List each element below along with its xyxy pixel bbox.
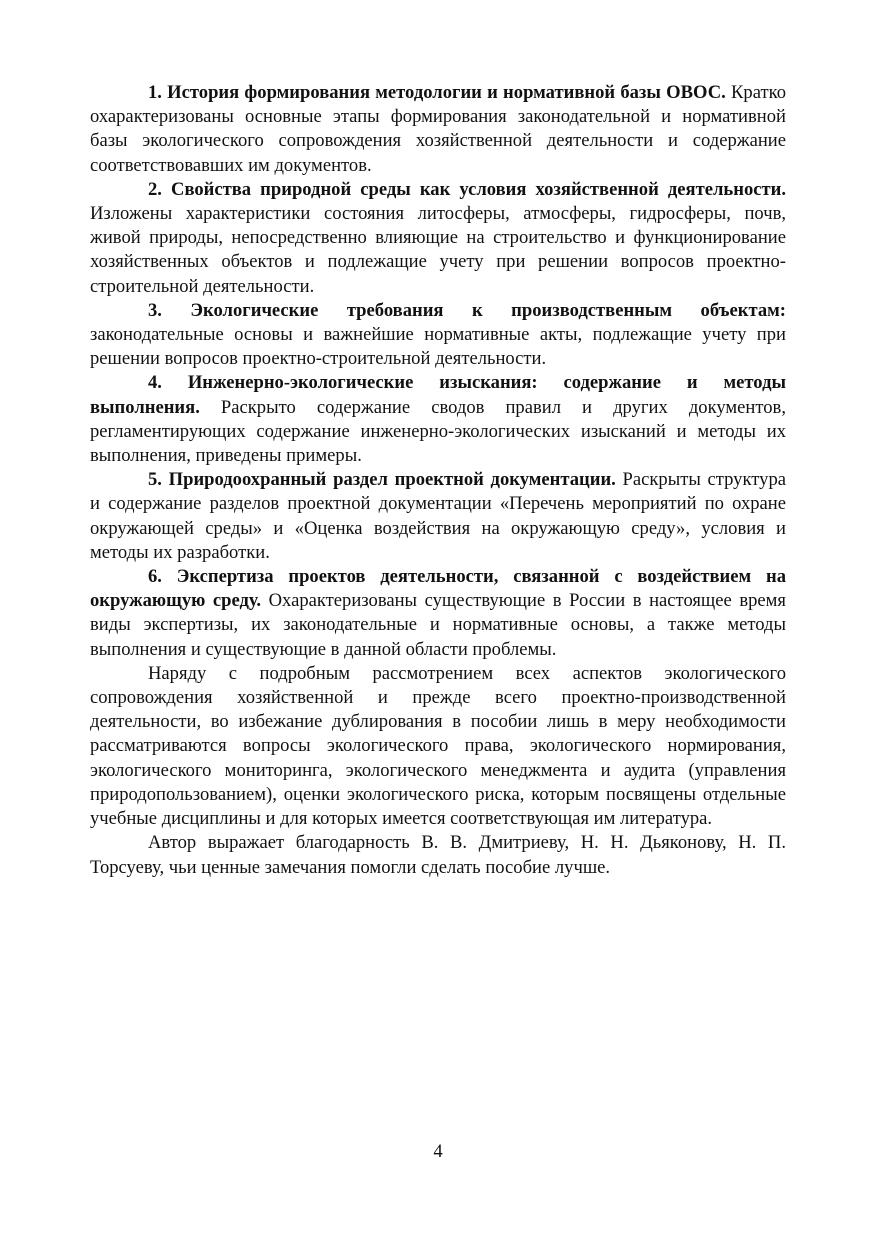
section-1-text: Кратко охарактеризованы основные этапы формирования законодательной и нормативной базы экологического сопровождения хозяйственной деятельности и содержание соответствовавших им документов. (90, 82, 786, 176)
section-5-paragraph (90, 468, 786, 565)
section-4-title: 4. Инженерно-экологические изыскания: содержание и методы выполнения. (90, 372, 786, 418)
section-2-text: Изложены характеристики состояния литосферы, атмосферы, гидросферы, почв, живой природы, непосредственно влияющие на строительство и функционирование хозяйственных объектов и подлежащие учету при решении вопросов проектно-строительной деятельности. (90, 203, 786, 297)
section-6-paragraph (90, 565, 786, 662)
section-2-title: 2. Свойства природной среды как условия хозяйственной деятельности. (148, 178, 786, 200)
section-5-title: 5. Природоохранный раздел проектной документации. (148, 469, 616, 491)
section-6-title: 6. Экспертиза проектов деятельности, связанной с воздействием на окружающую среду. (90, 566, 786, 612)
section-3-title: 3. Экологические требования к производственным объектам: (148, 299, 786, 321)
section-6-text: Охарактеризованы существующие в России в настоящее время виды экспертизы, их законодательные и нормативные основы, а также методы выполнения и существующие в данной области проблемы. (90, 590, 786, 660)
section-4-paragraph (90, 371, 786, 468)
section-3-text: законодательные основы и важнейшие нормативные акты, подлежащие учету при решении вопросов проектно-строительной деятельности. (90, 324, 786, 370)
closing-paragraph-acknowledgement: Автор выражает благодарность В. В. Дмитриеву, Н. Н. Дьяконову, Н. П. Торсуеву, чьи ценные замечания помогли сделать пособие лучше. (90, 832, 786, 878)
section-1-paragraph (90, 81, 786, 178)
page-number: 4 (433, 1141, 443, 1162)
section-3-paragraph (90, 299, 786, 372)
page-body (90, 81, 786, 880)
section-4-text: Раскрыто содержание сводов правил и других документов, регламентирующих содержание инженерно-экологических изысканий и методы их выполнения, приведены примеры. (90, 396, 786, 467)
section-5-text: Раскрыты структура и содержание разделов проектной документации «Перечень мероприятий по охране окружающей среды» и «Оценка воздействия на окружающую среду», условия и методы их разработки. (90, 469, 786, 563)
section-1-title: 1. История формирования методологии и нормативной базы ОВОС. (148, 82, 726, 103)
closing-paragraph-scope: Наряду с подробным рассмотрением всех аспектов экологического сопровождения хозяйственной и прежде всего проектно-производственной деятельности, во избежание дублирования в пособии лишь в меру необходимости рассматриваются вопросы экологического права, экологического нормирования, экологического мониторинга, экологического менеджмента и аудита (управления природопользованием), оценки экологического риска, которым посвящены отдельные учебные дисциплины и для которых имеется соответствующая им литература. (90, 662, 786, 830)
section-2-paragraph (90, 178, 786, 299)
